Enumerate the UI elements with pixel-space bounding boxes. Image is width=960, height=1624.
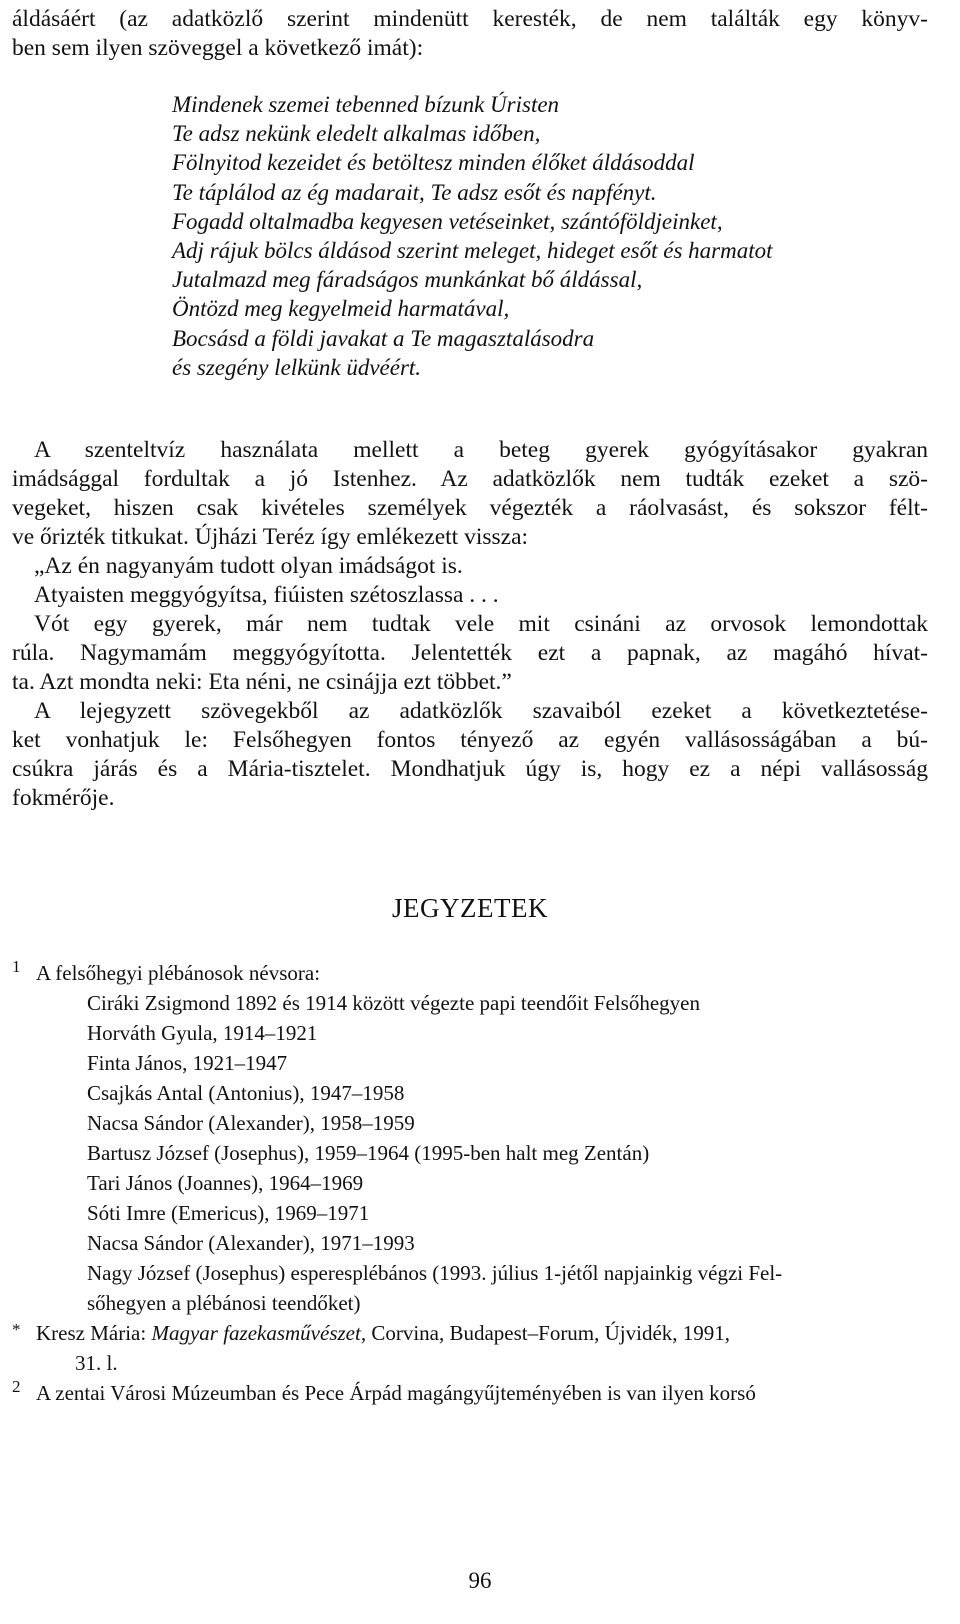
verse-line: Mindenek szemei tebenned bízunk Úristen (172, 92, 560, 117)
text-line: áldásáért (az adatközlő szerint mindenütt keresték, de nem találták egy könyv- (12, 6, 928, 32)
body-text (12, 436, 928, 813)
citation-continued: 31. l. (75, 1351, 118, 1375)
citation-publisher: Corvina, Budapest–Forum, Újvidék, 1991, (366, 1321, 731, 1345)
footnote-1 (12, 958, 928, 988)
quote-line: rúla. Nagymamám meggyógyította. Jelentették ezt a papnak, az magáhó hívat- (12, 640, 928, 666)
prayer-verse (172, 90, 932, 382)
verse-line: Fölnyitod kezeidet és betöltesz minden élőket áldásoddal (172, 150, 695, 176)
quote-line: ta. Azt mondta neki: Eta néni, ne csinájja ezt többet.” (12, 669, 512, 695)
footnote-star (12, 1318, 928, 1348)
citation-title: Magyar fazekasművészet, (151, 1321, 367, 1345)
footnotes (12, 958, 928, 1408)
verse-line: Te adsz nekünk eledelt alkalmas időben, (172, 121, 541, 147)
text-line: ben sem ilyen szöveggel a következő imát): (12, 35, 424, 61)
verse-line: Fogadd oltalmadba kegyesen vetéseinket, szántóföldjeinket, (172, 208, 723, 234)
text-line: A lejegyzett szövegekből az adatközlők szavaiból ezeket a következtetése- (34, 698, 928, 724)
quote-line: „Az én nagyanyám tudott olyan imádságot is. (34, 553, 463, 579)
footnote-2 (12, 1378, 928, 1408)
priest-entry: Csajkás Antal (Antonius), 1947–1958 (87, 1081, 405, 1105)
verse-line: Jutalmazd meg fáradságos munkánkat bő áldással, (172, 267, 643, 293)
footnote-title: A felsőhegyi plébánosok névsora: (36, 961, 321, 985)
quote-line: Vót egy gyerek, már nem tudtak vele mit csináni az orvosok lemondottak (34, 611, 928, 637)
notes-heading: JEGYZETEK (392, 893, 548, 923)
verse-line: és szegény lelkünk üdvéért. (172, 354, 422, 380)
priest-entry-continued: sőhegyen a plébánosi teendőket) (87, 1291, 361, 1315)
verse-line: Adj rájuk bölcs áldásod szerint meleget, hideget esőt és harmatot (172, 238, 773, 264)
verse-line: Bocsásd a földi javakat a Te magasztalásodra (172, 325, 595, 351)
text-line: imádsággal fordultak a jó Istenhez. Az adatközlők nem tudták ezeket a szö- (12, 466, 928, 492)
priest-entry: Nacsa Sándor (Alexander), 1971–1993 (87, 1231, 415, 1255)
text-line: fokmérője. (12, 785, 115, 811)
priest-entry: Tari János (Joannes), 1964–1969 (87, 1171, 364, 1195)
text-line: vegeket, hiszen csak kivételes személyek végezték a ráolvasást, és sokszor félt- (12, 495, 928, 521)
page-number: 96 (468, 1568, 492, 1593)
priest-entry: Finta János, 1921–1947 (87, 1051, 288, 1075)
priest-entry: Nacsa Sándor (Alexander), 1958–1959 (87, 1111, 415, 1135)
footnote-text: A zentai Városi Múzeumban és Pece Árpád magángyűjteményében is van ilyen korsó (36, 1381, 756, 1405)
footnote-marker: 2 (12, 1377, 21, 1396)
priest-entry: Bartusz József (Josephus), 1959–1964 (1995-ben halt meg Zentán) (87, 1141, 650, 1165)
priest-entry: Sóti Imre (Emericus), 1969–1971 (87, 1201, 370, 1225)
verse-line: Te táplálod az ég madarait, Te adsz esőt és napfényt. (172, 179, 657, 205)
verse-line: Öntözd meg kegyelmeid harmatával, (172, 296, 510, 322)
intro-paragraph (12, 5, 928, 63)
text-line: A szenteltvíz használata mellett a beteg gyerek gyógyításakor gyakran (34, 437, 928, 463)
priest-entry: Ciráki Zsigmond 1892 és 1914 között végezte papi teendőit Felsőhegyen (87, 991, 700, 1015)
text-line: ket vonhatjuk le: Felsőhegyen fontos tényező az egyén vallásosságában a bú- (12, 727, 928, 753)
footnote-marker: * (12, 1320, 21, 1339)
footnote-marker: 1 (12, 957, 21, 976)
priest-entry: Nagy József (Josephus) esperesplébános (1993. július 1-jétől napjainkig végzi Fel- (87, 1261, 783, 1285)
quote-line: Atyaisten meggyógyítsa, fiúisten szétoszlassa . . . (34, 582, 499, 608)
text-line: csúkra járás és a Mária-tisztelet. Mondhatjuk úgy is, hogy ez a népi vallásosság (12, 756, 928, 782)
citation-author: Kresz Mária: (36, 1321, 152, 1345)
priest-entry: Horváth Gyula, 1914–1921 (87, 1021, 318, 1045)
text-line: ve őrizték titkukat. Újházi Teréz így emlékezett vissza: (12, 524, 529, 550)
